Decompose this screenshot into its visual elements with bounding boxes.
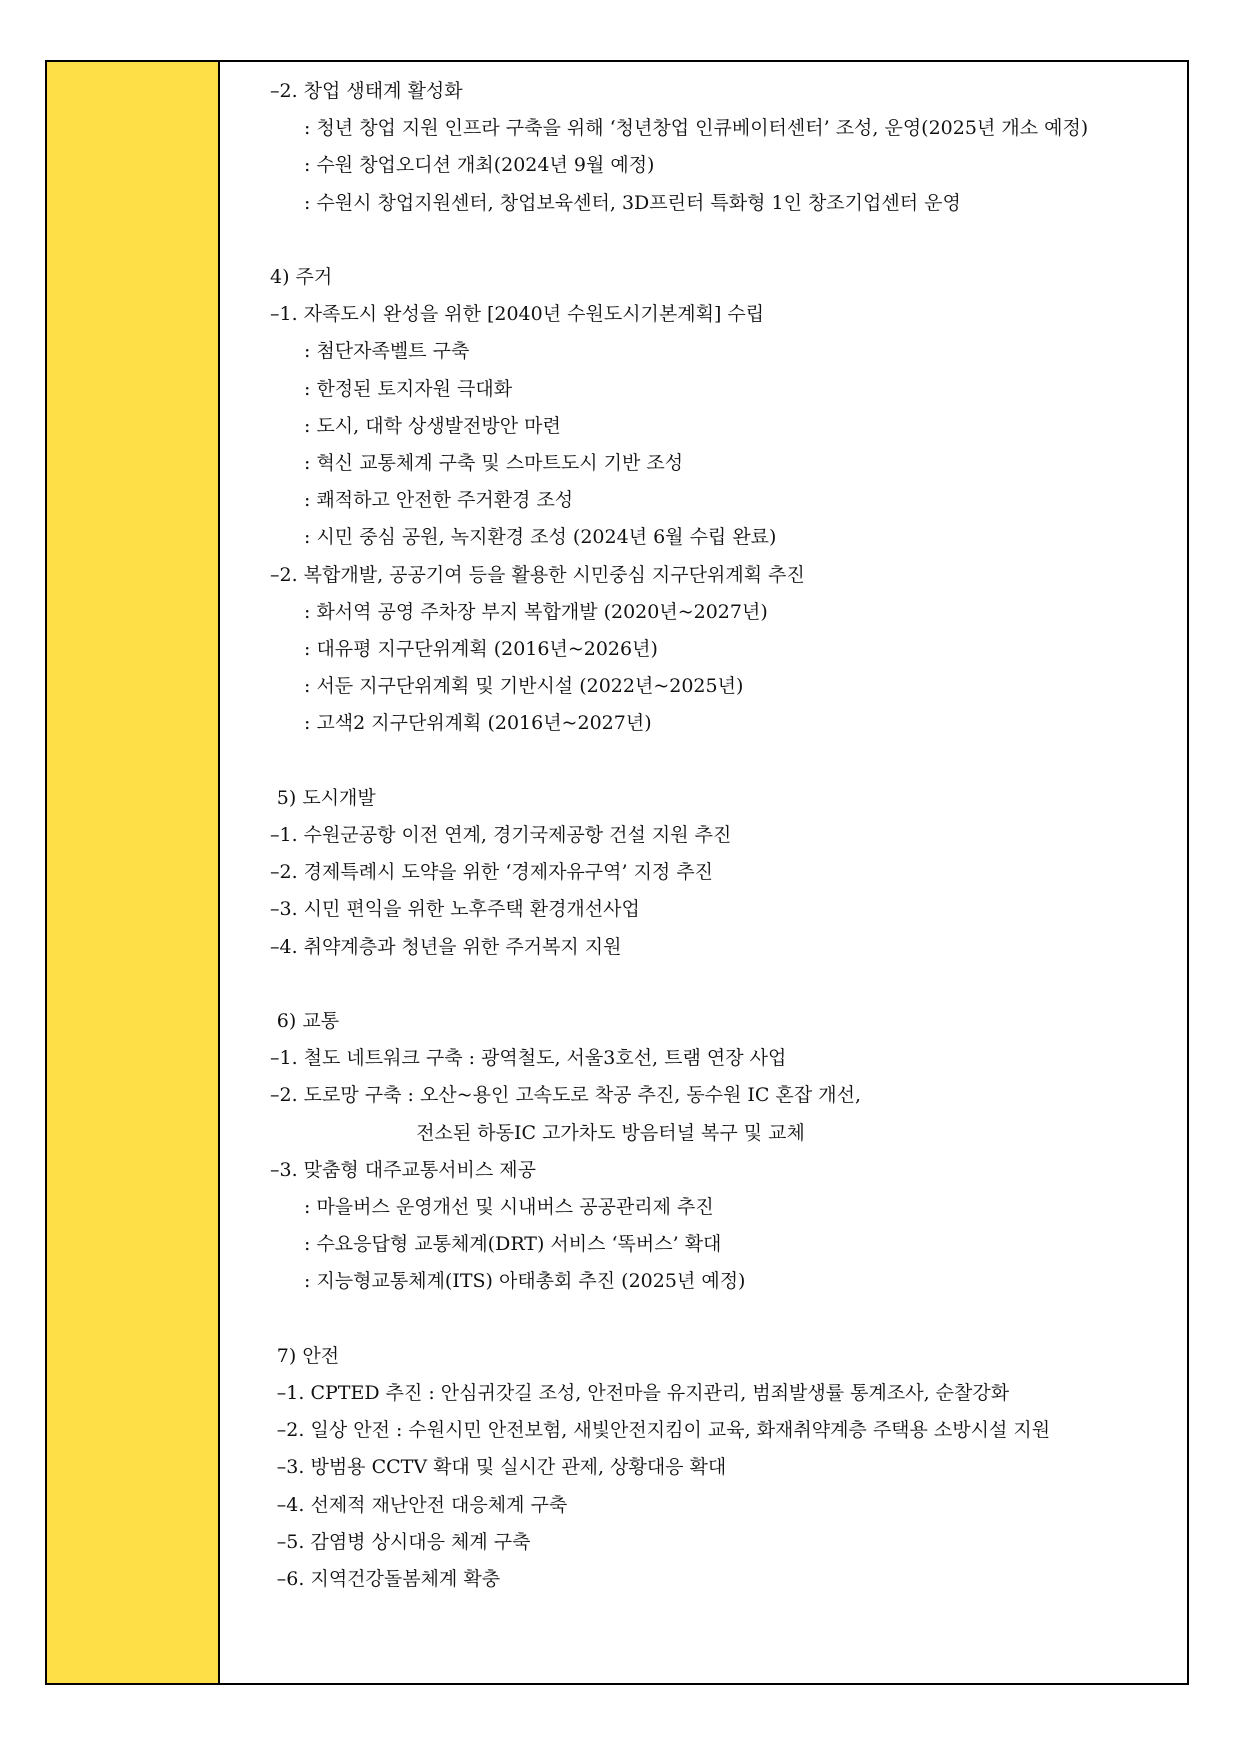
text-line: –4. 취약계층과 청년을 위한 주거복지 지원 (270, 935, 622, 958)
text-line: : 고색2 지구단위계획 (2016년~2027년) (304, 712, 652, 735)
text-line: –1. CPTED 추진 : 안심귀갓길 조성, 안전마을 유지관리, 범죄발생률 통계조사, 순찰강화 (276, 1382, 1010, 1404)
text-line: : 도시, 대학 상생발전방안 마련 (304, 414, 561, 437)
text-line: –1. 자족도시 완성을 위한 [2040년 수원도시기본계획] 수립 (270, 303, 765, 326)
document-body (220, 62, 1187, 1683)
text-line: –1. 수원군공항 이전 연계, 경기국제공항 건설 지원 추진 (270, 824, 732, 846)
text-line: 4) 주거 (270, 266, 333, 288)
text-line: : 쾌적하고 안전한 주거환경 조성 (304, 489, 574, 512)
text-line: –2. 창업 생태계 활성화 (270, 80, 463, 102)
text-line: –2. 경제특례시 도약을 위한 ‘경제자유구역’ 지정 추진 (270, 861, 714, 884)
text-line: : 한정된 토지자원 극대화 (304, 377, 513, 400)
text-line: : 지능형교통체계(ITS) 아태총회 추진 (2025년 예정) (304, 1270, 746, 1293)
page-frame (45, 60, 1189, 1685)
text-line: : 첨단자족벨트 구축 (304, 340, 470, 363)
text-line: –1. 철도 네트워크 구축 : 광역철도, 서울3호선, 트램 연장 사업 (270, 1047, 787, 1070)
text-line: –4. 선제적 재난안전 대응체계 구축 (276, 1493, 568, 1516)
text-line: 6) 교통 (276, 1010, 340, 1032)
text-line: : 서둔 지구단위계획 및 기반시설 (2022년~2025년) (304, 675, 744, 698)
yellow-sidebar (47, 62, 220, 1683)
text-line: –5. 감염병 상시대응 체계 구축 (276, 1530, 531, 1553)
text-line: : 혁신 교통체계 구축 및 스마트도시 기반 조성 (304, 452, 684, 474)
text-line: –2. 일상 안전 : 수원시민 안전보험, 새빛안전지킴이 교육, 화재취약계층 주택용 소방시설 지원 (276, 1419, 1051, 1442)
text-line: : 수원시 창업지원센터, 창업보육센터, 3D프린터 특화형 1인 창조기업센터 운영 (304, 191, 961, 214)
text-line: –6. 지역건강돌봄체계 확충 (276, 1568, 501, 1590)
text-line: –2. 도로망 구축 : 오산~용인 고속도로 착공 추진, 동수원 IC 혼잡 개선, (270, 1084, 862, 1107)
text-line: : 시민 중심 공원, 녹지환경 조성 (2024년 6월 수립 완료) (304, 526, 777, 549)
text-line: 5) 도시개발 (276, 786, 376, 809)
text-line: : 마을버스 운영개선 및 시내버스 공공관리제 추진 (304, 1196, 714, 1218)
text-line: –2. 복합개발, 공공기여 등을 활용한 시민중심 지구단위계획 추진 (270, 563, 805, 586)
text-line: –3. 시민 편익을 위한 노후주택 환경개선사업 (270, 898, 640, 921)
text-line: : 수요응답형 교통체계(DRT) 서비스 ‘똑버스’ 확대 (304, 1233, 722, 1256)
text-line: –3. 방범용 CCTV 확대 및 실시간 관제, 상황대응 확대 (276, 1456, 727, 1479)
text-line: : 화서역 공영 주차장 부지 복합개발 (2020년~2027년) (304, 600, 768, 623)
text-line: : 청년 창업 지원 인프라 구축을 위해 ‘청년창업 인큐베이터센터’ 조성, 운영(2025년 개소 예정) (304, 117, 1089, 140)
text-line: : 대유평 지구단위계획 (2016년~2026년) (304, 638, 658, 660)
text-line: 7) 안전 (276, 1344, 340, 1367)
text-line: : 수원 창업오디션 개최(2024년 9월 예정) (304, 154, 655, 177)
text-line: –3. 맞춤형 대주교통서비스 제공 (270, 1158, 536, 1181)
text-line: 전소된 하동IC 고가차도 방음터널 복구 및 교체 (416, 1121, 805, 1144)
